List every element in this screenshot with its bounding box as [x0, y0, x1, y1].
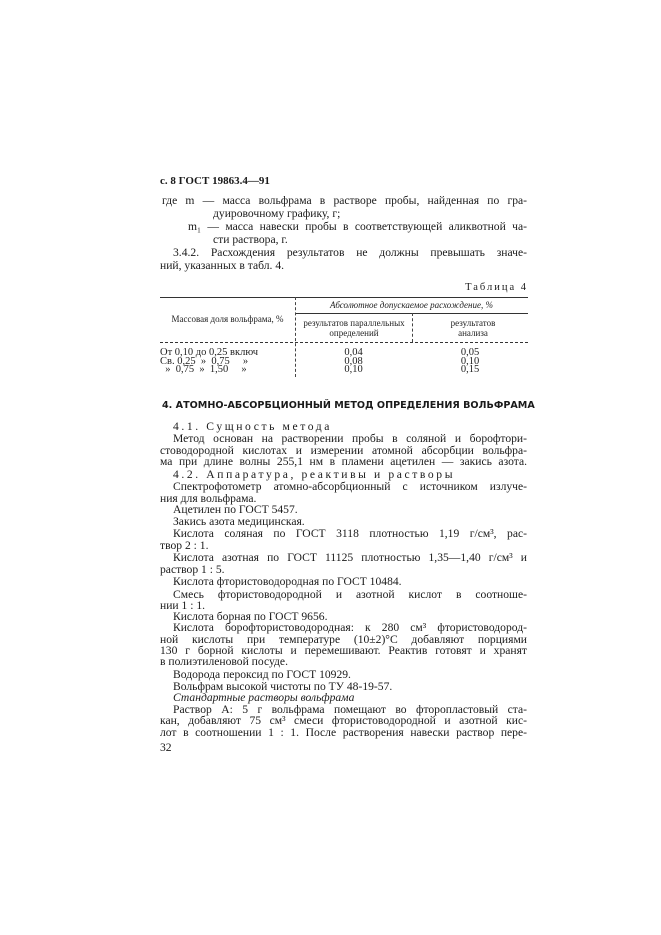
col-header-analysis: результатов анализа — [450, 318, 496, 338]
paragraph-line: Ацетилен по ГОСТ 5457. — [173, 503, 298, 516]
paragraph-line: Метод основан на растворении пробы в соляной и борофтори- — [173, 432, 527, 445]
row-parallel-value: 0,10 — [344, 364, 363, 376]
paragraph-line: Спектрофотометр атомно-абсорбционный с источником излуче- — [173, 480, 527, 493]
table-top-rule — [160, 297, 528, 298]
paragraph-line: Кислота фтористоводородная по ГОСТ 10484. — [173, 575, 402, 588]
row-analysis-value: 0,15 — [460, 364, 480, 376]
paragraph-line: Кислота азотная по ГОСТ 11125 плотностью 1,35—1,40 г/см³ и — [173, 551, 527, 564]
section-heading: 4. АТОМНО-АБСОРБЦИОННЫЙ МЕТОД ОПРЕДЕЛЕНИЯ ВОЛЬФРАМА — [162, 400, 535, 411]
paragraph-line: нии 1 : 1. — [160, 599, 206, 612]
paragraph-line: Водорода пероксид по ГОСТ 10929. — [173, 668, 351, 681]
paragraph-line: раствор 1 : 5. — [160, 563, 225, 576]
row-parallel-value: 0,04 — [344, 347, 363, 358]
paragraph-line: сти раствора, г. — [213, 233, 288, 246]
paragraph-line: Кислота борофтористоводородная: к 280 см³ фтористоводород- — [173, 621, 527, 634]
paragraph-line: Кислота соляная по ГОСТ 3118 плотностью 1,19 г/см³, рас- — [173, 527, 527, 540]
col-group-header: Абсолютное допускаемое расхождение, % — [330, 300, 493, 310]
paragraph-line: лот в соотношении 1 : 1. После растворения навески раствор пере- — [160, 726, 527, 739]
subsection-heading: 4.1. Сущность метода — [173, 420, 333, 433]
paragraph-line: Раствор А: 5 г вольфрама помещают во фторопластовый ста- — [173, 703, 527, 716]
paragraph-line: Смесь фтористоводородной и азотной кислот в соотноше- — [173, 588, 527, 601]
paragraph-line: 3.4.2. Расхождения результатов не должны превышать значе- — [173, 246, 527, 259]
col-header-parallel: результатов параллельных определений — [303, 318, 405, 338]
paragraph-line: кан, добавляют 75 см³ смеси фтористоводородной и азотной кис- — [160, 714, 527, 727]
variable-definition: m₁ — масса навески пробы в соответствующей аликвотной ча- — [188, 220, 527, 233]
table-col-divider — [412, 313, 413, 342]
col-header-mass-fraction: Массовая доля вольфрама, % — [171, 314, 284, 324]
row-parallel-value: 0,08 — [344, 355, 363, 367]
paragraph-line: ний, указанных в табл. 4. — [160, 259, 285, 272]
paragraph-line: ма при длине волны 255,1 нм в пламени ацетилен — закись азота. — [160, 455, 527, 468]
row-range: От 0,10 до 0,25 включ — [160, 347, 259, 358]
row-analysis-value: 0,05 — [460, 347, 480, 358]
paragraph-line: ной кислоты при температуре (10±2)°С добавляют порциями — [160, 633, 527, 646]
paragraph-line: ния для вольфрама. — [160, 492, 257, 505]
subsection-heading: 4.2. Аппаратура, реактивы и растворы — [173, 468, 456, 481]
paragraph-line: дуировочному графику, г; — [213, 207, 341, 220]
row-range: » 0,75 » 1,50 » — [160, 364, 247, 376]
table-header-rule — [160, 342, 528, 343]
page-number: 32 — [160, 741, 172, 754]
row-range: Св. 0,25 » 0,75 » — [160, 355, 249, 367]
paragraph-line: стоводородной кислотах и измерении атомной абсорбции вольфра- — [160, 444, 527, 457]
table-caption: Таблица 4 — [465, 282, 528, 293]
paragraph-line: твор 2 : 1. — [160, 539, 209, 552]
variable-definition: где m — масса вольфрама в растворе пробы, найденная по гра- — [162, 194, 527, 207]
paragraph-line: 130 г борной кислоты и перемешивают. Реактив готовят и хранят — [160, 644, 527, 657]
page-header: с. 8 ГОСТ 19863.4—91 — [160, 175, 270, 187]
subheading: Стандартные растворы вольфрама — [173, 691, 355, 704]
row-analysis-value: 0,10 — [460, 355, 480, 367]
paragraph-line: Закись азота медицинская. — [173, 515, 305, 528]
paragraph-line: в полиэтиленовой посуде. — [160, 655, 288, 668]
table-4 — [160, 297, 528, 377]
paragraph-line: Вольфрам высокой чистоты по ТУ 48-19-57. — [173, 680, 393, 693]
paragraph-line: Кислота борная по ГОСТ 9656. — [173, 610, 328, 623]
